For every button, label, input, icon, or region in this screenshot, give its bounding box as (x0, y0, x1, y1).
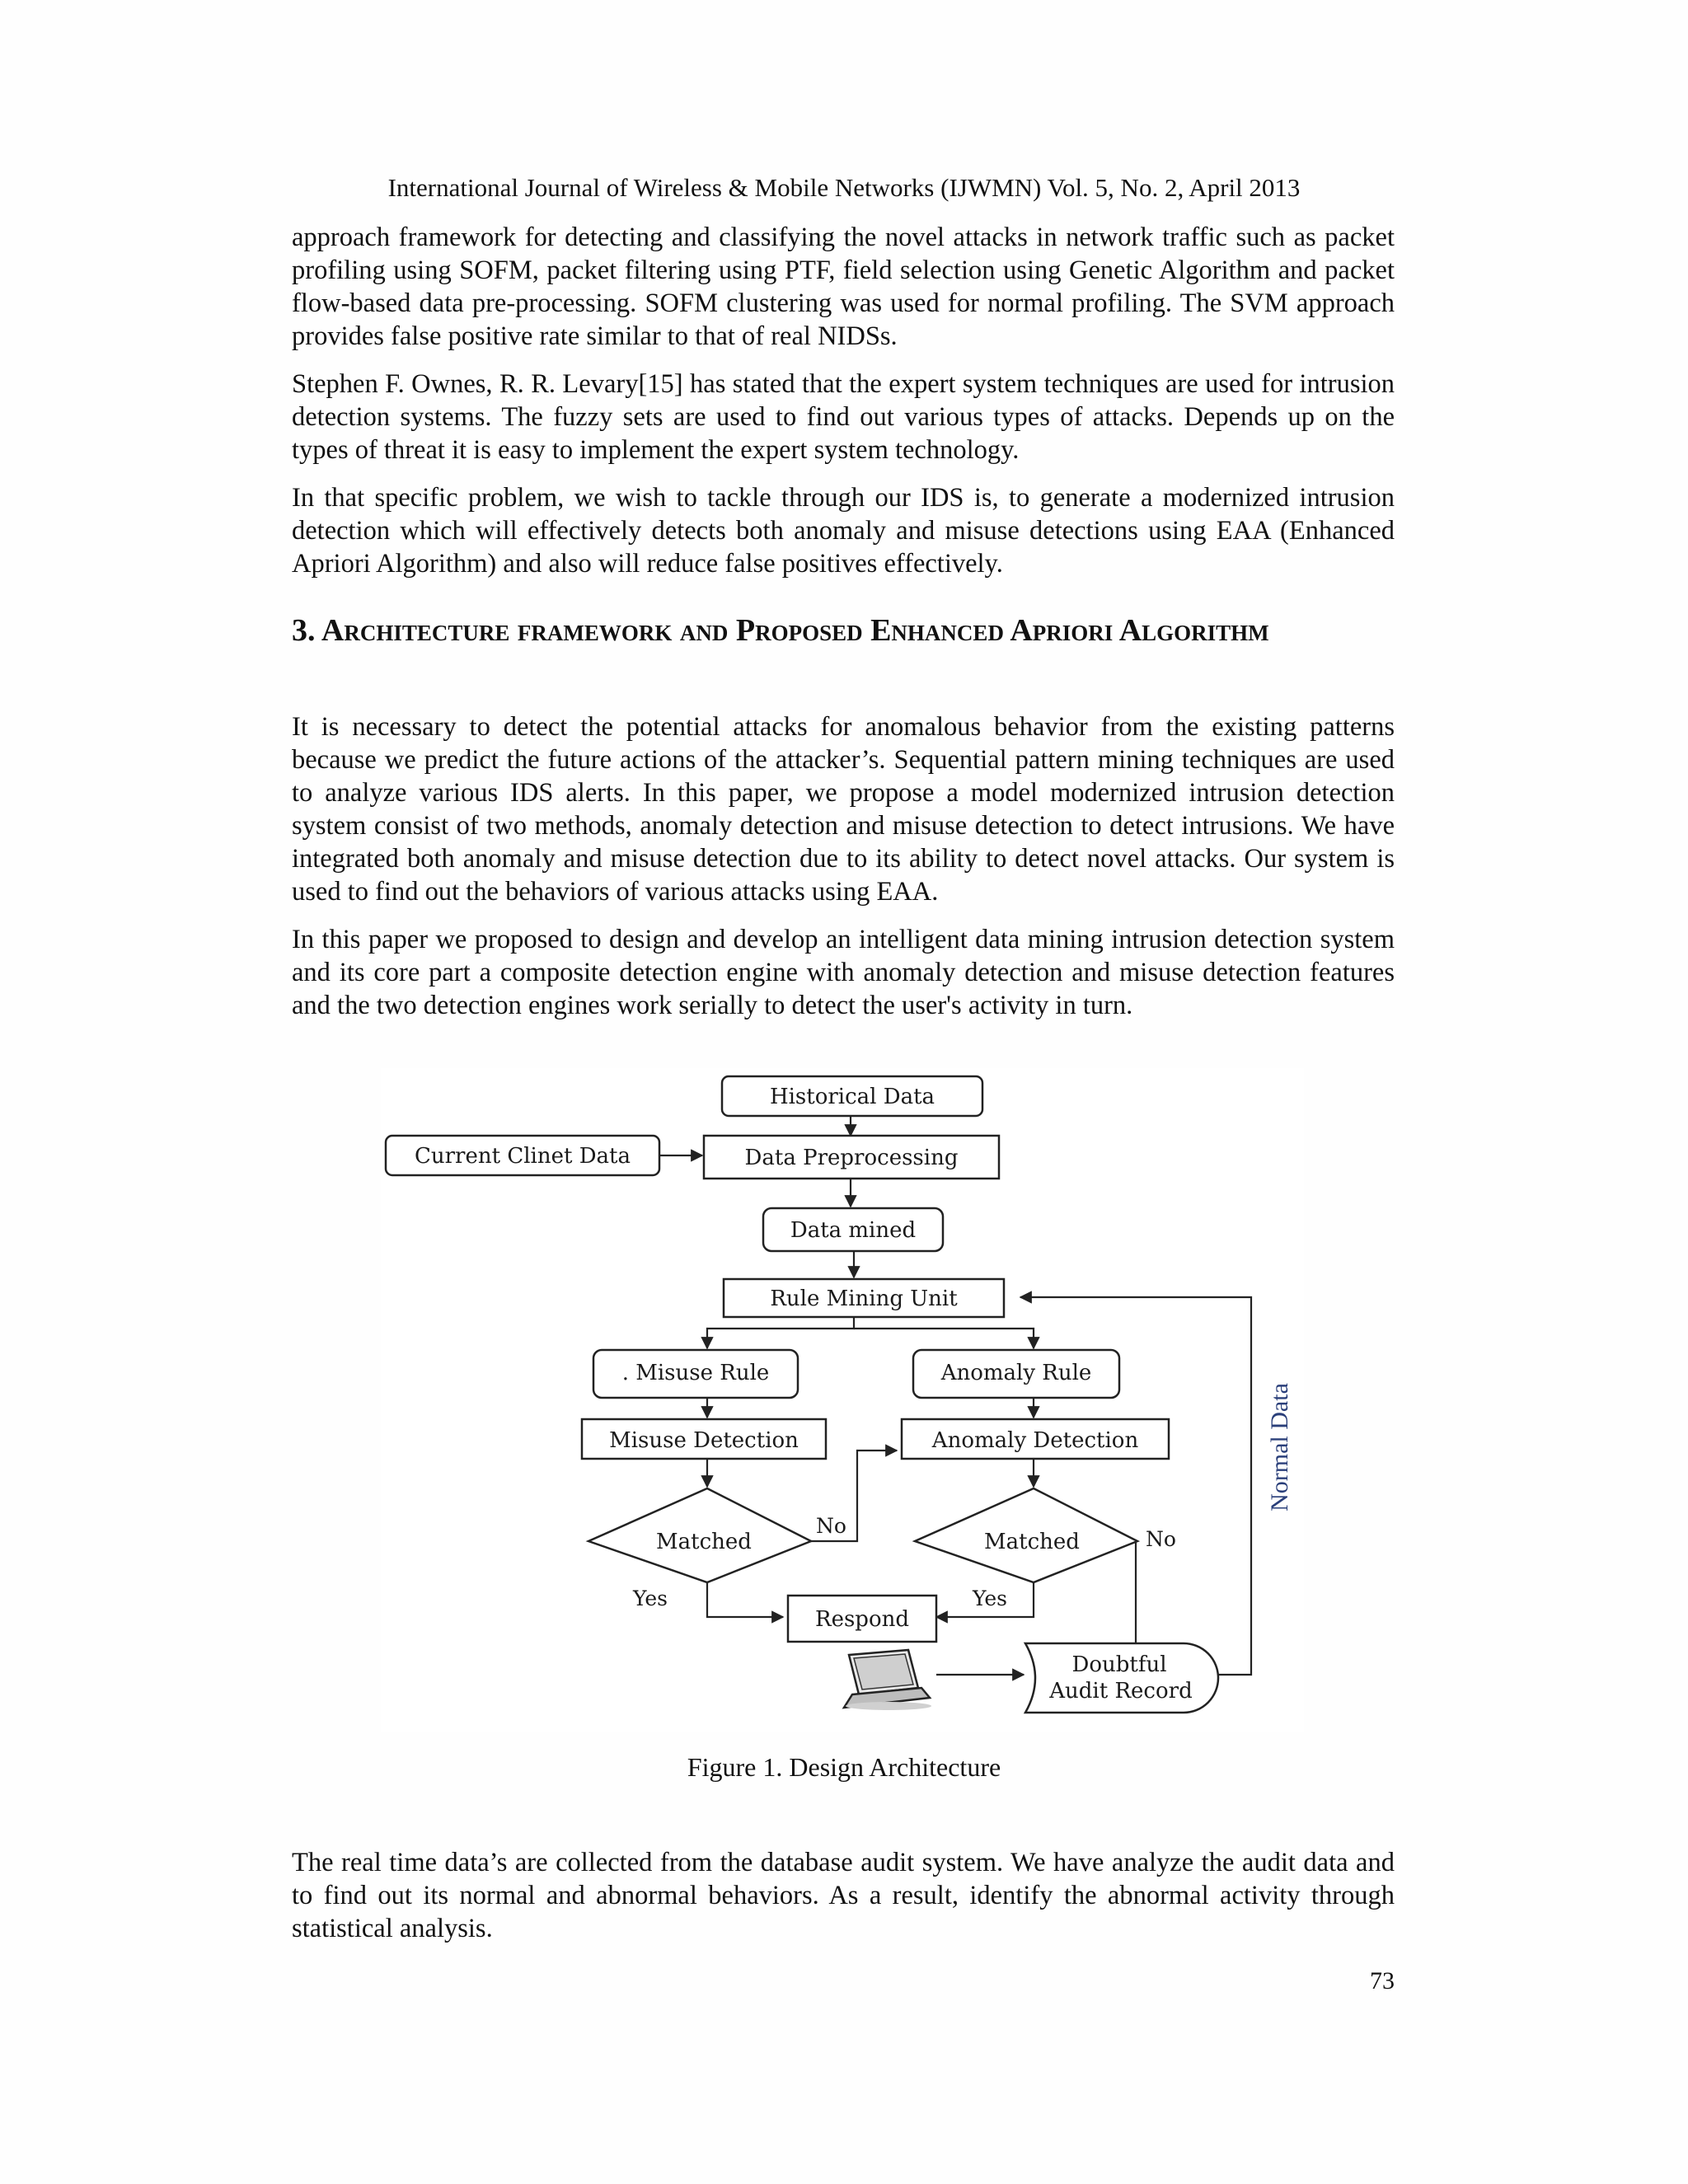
node-rule-mining-unit (724, 1279, 1004, 1317)
paragraph-4 (292, 710, 1395, 908)
node-matched-left (588, 1488, 811, 1582)
node-historical-data (722, 1076, 982, 1116)
node-misuse-detection (582, 1419, 826, 1459)
node-label: Current Clinet Data (414, 1144, 631, 1169)
node-label: Rule Mining Unit (770, 1286, 958, 1311)
paragraph-text: approach framework for detecting and classifying the novel attacks in network traffic such as packet profiling using SOFM, packet filtering using PTF, field selection using Genetic Algorithm and packet flow-based data pre-processing. SOFM clustering was used for normal profiling. The SVM approach provides false positive rate similar to that of real NIDSs. (292, 223, 1395, 351)
edge-label-yes-left: Yes (633, 1586, 668, 1610)
node-doubtful-audit-record (1025, 1643, 1218, 1713)
node-label: Historical Data (769, 1085, 935, 1109)
edge-rulemining-split (707, 1317, 854, 1348)
edge-label-no-right: No (1146, 1527, 1176, 1551)
edge-rulemining-split-right (854, 1329, 1034, 1348)
paragraph-text: Stephen F. Ownes, R. R. Levary[15] has stated that the expert system techniques are used for intrusion detection systems. The fuzzy sets are used to find out various types of attacks. Depends up on the types of threat it is easy to implement the expert system technology. (292, 369, 1395, 465)
design-architecture-figure (381, 1068, 1304, 1732)
node-label: Matched (984, 1530, 1080, 1554)
edge-label-no-left: No (816, 1514, 846, 1538)
node-label-line-2: Audit Record (1049, 1679, 1193, 1704)
node-label: Misuse Detection (609, 1428, 799, 1453)
node-misuse-rule (593, 1350, 798, 1398)
paragraph-text: In this paper we proposed to design and develop an intelligent data mining intrusion detection system and its core part a composite detection engine with anomaly detection and misuse detection features and the two detection engines work serially to detect the user's activity in turn. (292, 925, 1395, 1020)
section-heading: 3. Architecture framework and Proposed Enhanced Apriori Algorithm (292, 613, 1269, 648)
node-label-line-1: Doubtful (1071, 1652, 1167, 1677)
node-current-client-data (386, 1136, 659, 1175)
paragraph-1 (292, 221, 1395, 353)
node-matched-right (915, 1488, 1137, 1582)
node-data-mined (763, 1208, 943, 1251)
paragraph-6 (292, 1846, 1395, 1945)
paragraph-5 (292, 923, 1395, 1022)
edge-right-no (1136, 1541, 1137, 1652)
node-label: Data Preprocessing (744, 1146, 959, 1170)
node-label: Data mined (790, 1218, 917, 1243)
node-data-preprocessing (704, 1136, 999, 1179)
node-label: Anomaly Detection (931, 1428, 1139, 1453)
node-label: Anomaly Rule (940, 1361, 1092, 1385)
section-heading-block (292, 612, 1395, 649)
node-label: . Misuse Rule (621, 1361, 770, 1385)
paragraph-text: The real time data’s are collected from the database audit system. We have analyze the audit data and to find out its normal and abnormal behaviors. As a result, identify the abnormal activity through statistical analysis. (292, 1848, 1395, 1943)
edge-left-yes (707, 1581, 783, 1617)
node-anomaly-rule (913, 1350, 1119, 1398)
page-number: 73 (1370, 1967, 1395, 1994)
paragraph-3 (292, 481, 1395, 580)
flowchart (381, 1068, 1304, 1732)
normal-data-label: Normal Data (1266, 1383, 1293, 1511)
running-head: International Journal of Wireless & Mobile Networks (IJWMN) Vol. 5, No. 2, April 2013 (387, 173, 1301, 202)
edge-label-yes-right: Yes (973, 1586, 1007, 1610)
paragraph-2 (292, 368, 1395, 466)
paragraph-text: It is necessary to detect the potential attacks for anomalous behavior from the existing patterns because we predict the future actions of the attacker’s. Sequential pattern mining techniques are used to analyze various IDS alerts. In this paper, we propose a model modernized intrusion detection system consist of two methods, anomaly detection and misuse detection to detect intrusions. We have integrated both anomaly and misuse detection due to its ability to detect novel attacks. Our system is used to find out the behaviors of various attacks using EAA. (292, 712, 1395, 907)
paragraph-text: In that specific problem, we wish to tackle through our IDS is, to generate a modernized intrusion detection which will effectively detects both anomaly and misuse detections using EAA (Enhanced Apriori Algorithm) and also will reduce false positives effectively. (292, 483, 1395, 579)
figure-caption: Figure 1. Design Architecture (687, 1752, 1001, 1782)
node-respond (788, 1596, 936, 1642)
node-label: Respond (815, 1607, 909, 1632)
node-label: Matched (656, 1530, 752, 1554)
node-anomaly-detection (902, 1419, 1169, 1459)
laptop-icon (844, 1650, 931, 1710)
